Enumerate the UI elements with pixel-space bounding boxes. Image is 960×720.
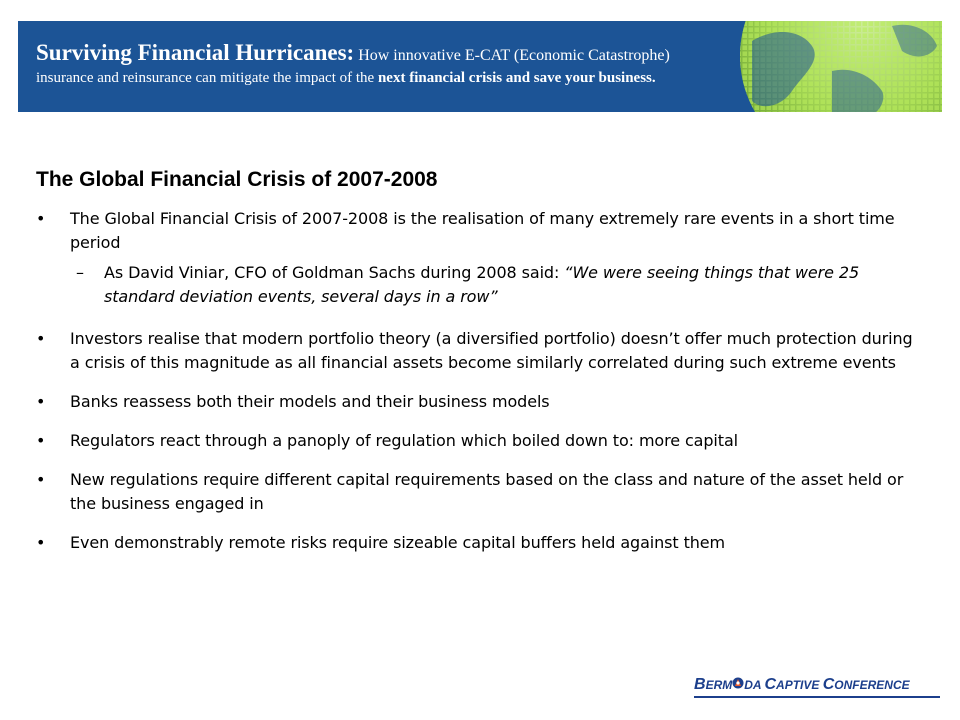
bullet-text: Even demonstrably remote risks require sizeable capital buffers held against them xyxy=(70,533,726,552)
bullet-marker: • xyxy=(36,431,46,450)
quote-text: “We were seeing things that were 25 standard deviation events, several days in a row” xyxy=(104,263,860,306)
list-item xyxy=(36,207,916,309)
list-item xyxy=(36,429,916,453)
bullet-text: The Global Financial Crisis of 2007-2008 is the realisation of many extremely rare events in a short time period xyxy=(70,209,895,252)
list-item xyxy=(36,390,916,414)
list-item xyxy=(36,531,916,555)
bullet-text: New regulations require different capital requirements based on the class and nature of the asset held or the business engaged in xyxy=(70,470,904,513)
list-item xyxy=(36,468,916,516)
banner-subtitle-line1: How innovative E-CAT (Economic Catastrophe) xyxy=(354,47,670,64)
bermuda-a-icon xyxy=(732,676,744,690)
bullet-marker: • xyxy=(36,533,46,552)
banner-text xyxy=(36,41,856,88)
bullet-text: Investors realise that modern portfolio theory (a diversified portfolio) doesn’t offer much protection during a crisis of this magnitude as all financial assets become similarly correlated during such extreme events xyxy=(70,329,913,372)
banner-title: Surviving Financial Hurricanes: xyxy=(36,40,355,65)
bullet-marker: • xyxy=(36,392,46,411)
sub-list-item xyxy=(70,261,916,309)
bermuda-captive-conference-logo: BERM DA CAPTIVE CONFERENCE xyxy=(694,676,940,698)
sub-bullet-marker: – xyxy=(76,263,84,282)
header-banner xyxy=(18,21,942,112)
list-item xyxy=(36,327,916,375)
bullet-text: Banks reassess both their models and their business models xyxy=(70,392,550,411)
banner-subtitle-line2: insurance and reinsurance can mitigate the impact of the xyxy=(36,70,378,86)
logo-underline xyxy=(694,696,940,698)
bullet-marker: • xyxy=(36,329,46,348)
sub-bullet-text: As David Viniar, CFO of Goldman Sachs during 2008 said: xyxy=(104,263,565,282)
bullet-marker: • xyxy=(36,209,46,228)
bullet-list xyxy=(36,207,916,570)
bullet-marker: • xyxy=(36,470,46,489)
bullet-text: Regulators react through a panoply of regulation which boiled down to: more capital xyxy=(70,431,739,450)
slide-title: The Global Financial Crisis of 2007-2008 xyxy=(36,168,438,191)
banner-subtitle-emphasis: next financial crisis and save your business. xyxy=(377,70,656,86)
